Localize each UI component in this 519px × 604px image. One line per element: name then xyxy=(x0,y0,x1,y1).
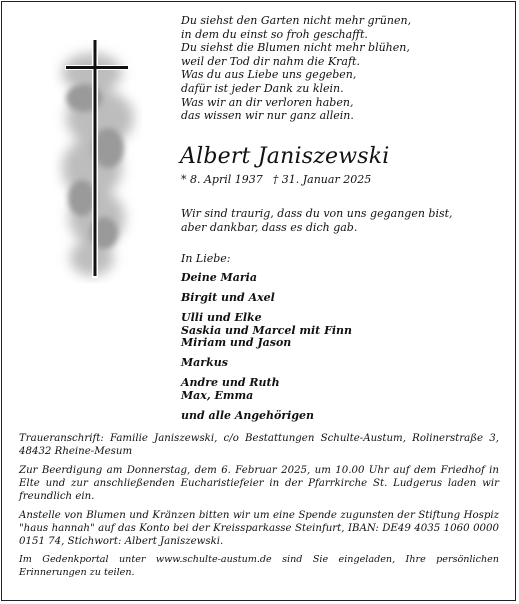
poem xyxy=(181,14,491,123)
birth-date: * 8. April 1937 xyxy=(181,173,263,186)
poem-line: das wissen wir nur ganz allein. xyxy=(181,109,354,123)
mourner-name: Deine Maria xyxy=(181,271,257,284)
mourning-address: Traueranschrift: Familie Janiszewski, c/o Bestattungen Schulte-Austum, Rolinerstraße 3, 48432 Rheine-Mesum xyxy=(19,433,499,457)
deceased-name: Albert Janiszewski xyxy=(180,144,390,169)
mourners-list xyxy=(181,272,352,430)
mourner-group xyxy=(181,357,352,370)
poem-line: in dem du einst so froh geschafft. xyxy=(181,27,368,41)
mourner-group xyxy=(181,312,352,350)
poem-line: Was wir an dir verloren haben, xyxy=(181,95,354,109)
poem-line: Was du aus Liebe uns gegeben, xyxy=(181,68,357,82)
mourner-group xyxy=(181,272,352,285)
mourner-name: und alle Angehörigen xyxy=(181,408,315,422)
poem-line: weil der Tod dir nahm die Kraft. xyxy=(181,54,360,68)
donation-info: Anstelle von Blumen und Kränzen bitten wir um eine Spende zugunsten der Stiftung Hospiz "haus hannah" auf das Konto bei der Kreissparkasse Steinfurt, IBAN: DE49 4035 1060 0000 0151 74, Stichwort: Albert Janiszewski. xyxy=(19,510,499,547)
mourner-name: Saskia und Marcel mit Finn xyxy=(181,323,353,337)
death-date: † 31. Januar 2025 xyxy=(272,173,372,186)
mourner-group xyxy=(181,377,352,402)
mourner-name: Andre und Ruth xyxy=(181,376,280,389)
saying xyxy=(181,207,453,234)
mourner-name: Ulli und Elke xyxy=(181,311,262,324)
notice-footer xyxy=(19,432,499,585)
mourner-group xyxy=(181,410,352,423)
mourner-name: Markus xyxy=(181,356,228,369)
cross-icon xyxy=(52,28,142,283)
poem-line: dafür ist jeder Dank zu klein. xyxy=(181,81,344,95)
poem-line: Du siehst den Garten nicht mehr grünen, xyxy=(181,14,412,27)
saying-line: Wir sind traurig, dass du von uns gegangen bist, xyxy=(181,207,453,220)
mourners-intro: In Liebe: xyxy=(181,252,231,265)
mourner-name: Birgit und Axel xyxy=(181,291,275,304)
mourner-name: Max, Emma xyxy=(181,388,254,402)
mourner-group xyxy=(181,292,352,305)
memorial-portal-info: Im Gedenkportal unter www.schulte-austum.de sind Sie eingeladen, Ihre persönlichen Erinnerungen zu teilen. xyxy=(19,554,499,578)
poem-line: Du siehst die Blumen nicht mehr blühen, xyxy=(181,41,410,55)
mourner-name: Miriam und Jason xyxy=(181,336,292,349)
funeral-info: Zur Beerdigung am Donnerstag, dem 6. Februar 2025, um 10.00 Uhr auf dem Friedhof in Elte und zur anschließenden Eucharistiefeier in der Pfarrkirche St. Ludgerus laden wir freundlich ein. xyxy=(19,465,499,502)
life-dates xyxy=(181,173,371,186)
saying-line: aber dankbar, dass es dich gab. xyxy=(181,220,358,234)
